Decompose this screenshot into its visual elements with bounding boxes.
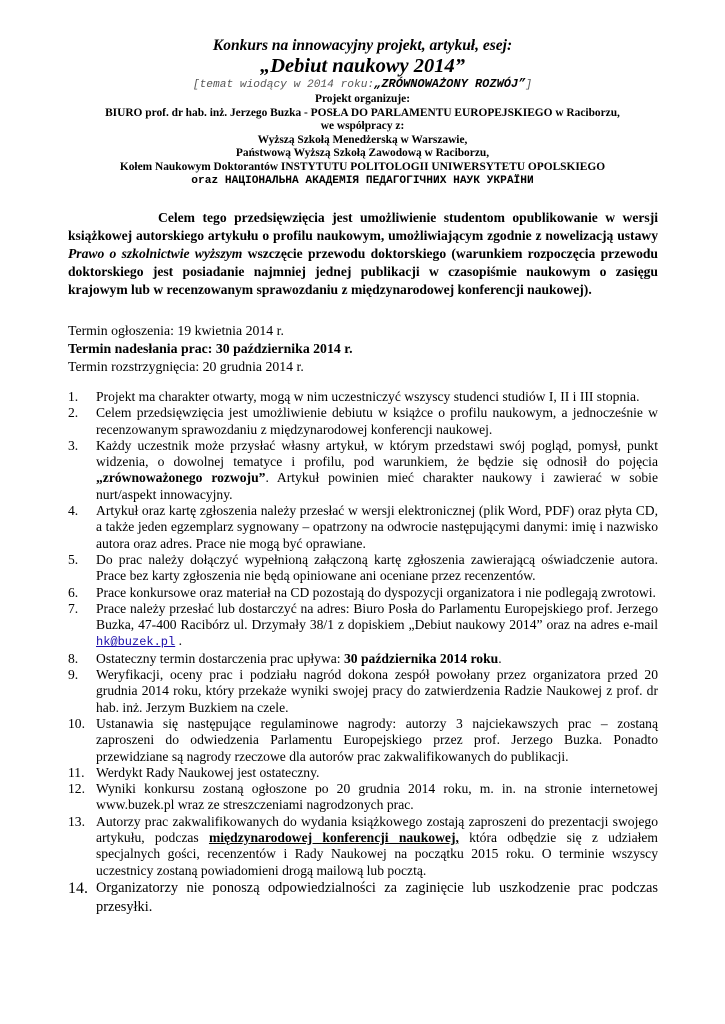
partner-1: Wyższą Szkołą Menedżerską w Warszawie, xyxy=(257,133,468,146)
cooperation-label: we współpracy z: xyxy=(320,120,405,133)
partner-3: Kołem Naukowym Doktorantów INSTYTUTU POLITOLOGII UNIWERSYTETU OPOLSKIEGO xyxy=(119,160,606,173)
rule-item xyxy=(68,585,658,601)
rule-item xyxy=(68,552,658,585)
conference-emphasis: międzynarodowej konferencji naukowej, xyxy=(208,830,459,846)
rule-item xyxy=(68,389,658,405)
rule-number: 12. xyxy=(68,781,85,797)
rule-item xyxy=(68,601,658,651)
rule-number: 1. xyxy=(68,389,79,404)
rule-text: Każdy uczestnik może przysłać własny artykuł, w którym przedstawi swój pogląd, pomysł, punkt widzenia, o dowolnej tematyce i profilu, pod warunkiem, że będzie się odnosił do pojęcia xyxy=(96,437,658,470)
rule-text: Prace należy przesłać lub dostarczyć na adres: Biuro Posła do Parlamentu Europejskiego prof. Jerzego Buzka, 47-400 Racibórz ul. Drzymały 38/1 z dopiskiem „Debiut naukowy 2014” oraz na adres e-mail xyxy=(96,600,658,633)
intro-text-1: Celem tego przedsięwzięcia jest umożliwienie studentom opublikowanie w wersji książkowej autorskiego artykułu o profilu naukowym, umożliwiającym zgodnie z nowelizacją ustawy xyxy=(68,210,658,243)
rule-number: 7. xyxy=(68,600,79,616)
rule-item xyxy=(68,651,658,667)
rule-text: która odbędzie się z udziałem specjalnych gości, recenzentów i Rady Naukowej na początku 2015 roku. O terminie wszyscy uczestnicy zostaną powiadomieni drogą mailową lub pocztą. xyxy=(96,830,658,878)
rule-number: 10. xyxy=(68,715,85,731)
resolution-date: Termin rozstrzygnięcia: 20 grudnia 2014 r. xyxy=(68,359,304,374)
partner-2: Państwową Wyższą Szkołą Zawodową w Raciborzu, xyxy=(235,147,490,160)
rule-item xyxy=(68,667,658,716)
contest-title: Konkurs na innowacyjny projekt, artykuł, esej: xyxy=(212,37,513,54)
organizer-name: BIURO prof. dr hab. inż. Jerzego Buzka - POSŁA DO PARLAMENTU EUROPEJSKIEGO w Raciborzu, xyxy=(105,106,620,119)
rule-item xyxy=(68,716,658,765)
rule-number: 2. xyxy=(68,405,79,421)
rule-text: . Artykuł powinien mieć charakter naukowy i zawierać w sobie nurt/aspekt innowacyjny. xyxy=(96,470,658,502)
leading-topic xyxy=(0,77,725,93)
topic-name: „ZRÓWNOWAŻONY ROZWÓJ” xyxy=(374,77,526,91)
rule-number: 6. xyxy=(68,584,79,600)
topic-prefix: [temat wiodący w 2014 roku: xyxy=(192,79,375,91)
contest-name: „Debiut naukowy 2014” xyxy=(259,55,466,77)
rule-number: 9. xyxy=(68,667,79,683)
submission-deadline: Termin nadesłania prac: 30 października 2014 r. xyxy=(68,341,353,356)
rule-text: Do prac należy dołączyć wypełnioną załączoną kartę zgłoszenia zawierającą oświadczenie autora. Prace bez karty zgłoszenia nie będą opiniowane ani oceniane przez recenzentów. xyxy=(96,551,658,584)
rule-item xyxy=(68,405,658,438)
rule-text: Projekt ma charakter otwarty, mogą w nim uczestniczyć wszyscy studenci studiów I, II i III stopnia. xyxy=(96,389,640,404)
rule-item xyxy=(68,814,658,879)
rule-item xyxy=(68,765,658,781)
rule-item xyxy=(68,438,658,503)
intro-text-2: wszczęcie przewodu doktorskiego (warunkiem rozpoczęcia przewodu doktorskiego jest posiadanie najmniej jednej publikacji w czasopiśmie naukowym o zasięgu krajowym lub w recenzowanym sprawozdaniu z międzynarodowej konferencji naukowej). xyxy=(68,246,658,297)
rule-item xyxy=(68,503,658,552)
rule-text: Artykuł oraz kartę zgłoszenia należy przesłać w wersji elektronicznej (plik Word, PDF) oraz płyta CD, a także jeden egzemplarz sygnowany – opatrzony na odwrocie następującymi danymi: imię i nazwisko autora oraz adres. Prace nie mogą być oprawiane. xyxy=(96,503,658,551)
rule-text: . xyxy=(498,650,502,666)
rule-text: Autorzy prac zakwalifikowanych do wydania książkowego zostają zaproszeni do prezentacji swojego artykułu, podczas xyxy=(96,813,658,846)
partner-4: oraz НАЦІОНАЛЬНА АКАДЕМІЯ ПЕДАГОГІЧНИХ НАУК УКРАЇНИ xyxy=(191,174,534,187)
rule-text: Celem przedsięwzięcia jest umożliwienie debiutu w książce o profilu naukowym, a jednocześnie w recenzowanym sprawozdaniu z międzynarodowej konferencji naukowej. xyxy=(96,405,658,437)
rule-emphasis: „zrównoważonego rozwoju” xyxy=(96,470,266,486)
rule-text: . xyxy=(175,633,183,649)
rule-number: 3. xyxy=(68,437,79,453)
rule-number: 8. xyxy=(68,650,79,666)
document-header xyxy=(0,36,725,188)
intro-paragraph xyxy=(68,209,658,299)
rule-number: 11. xyxy=(68,764,85,780)
rule-number: 14. xyxy=(68,879,88,897)
rule-text: Organizatorzy nie ponoszą odpowiedzialności za zaginięcie lub uszkodzenie prac podczas przesyłki. xyxy=(96,879,658,915)
rule-item xyxy=(68,879,658,917)
rule-text: Weryfikacji, oceny prac i podziału nagród dokona zespół powołany przez organizatora przed 20 grudnia 2014 roku, który przekaże wyniki swojej pracy do zatwierdzenia Radzie Naukowej z prof. dr hab. inż. Jerzym Buzkiem na czele. xyxy=(96,667,658,715)
rule-text: Werdykt Rady Naukowej jest ostateczny. xyxy=(96,764,320,780)
rule-number: 4. xyxy=(68,503,79,519)
rule-text: Wyniki konkursu zostaną ogłoszone po 20 grudnia 2014 roku, m. in. na stronie internetowej www.buzek.pl wraz ze streszczeniami nagrodzonych prac. xyxy=(96,781,658,813)
law-name: Prawo o szkolnictwie wyższym xyxy=(68,246,243,261)
email-link[interactable]: hk@buzek.pl xyxy=(96,635,176,650)
rule-number: 5. xyxy=(68,551,79,567)
rule-text: Ustanawia się następujące regulaminowe nagrody: autorzy 3 najciekawszych prac – zostaną zaproszeni do odwiedzenia Parlamentu Europejskiego przez prof. Jerzego Buzka. Ponadto przewidziane są nagrody rzeczowe dla autorów prac zakwalifikowanych do publikacji. xyxy=(96,715,658,764)
organizer-label: Projekt organizuje: xyxy=(314,93,410,105)
topic-suffix: ] xyxy=(525,79,533,91)
announce-date: Termin ogłoszenia: 19 kwietnia 2014 r. xyxy=(68,323,284,338)
rule-item xyxy=(68,781,658,814)
rule-number: 13. xyxy=(68,813,85,829)
final-deadline: 30 października 2014 roku xyxy=(343,650,499,666)
rule-text: Ostateczny termin dostarczenia prac upływa: xyxy=(96,650,344,666)
rules-list xyxy=(68,389,658,917)
dates-block xyxy=(68,322,353,376)
rule-text: Prace konkursowe oraz materiał na CD pozostają do dyspozycji organizatora i nie podlegają zwrotowi. xyxy=(96,584,656,600)
